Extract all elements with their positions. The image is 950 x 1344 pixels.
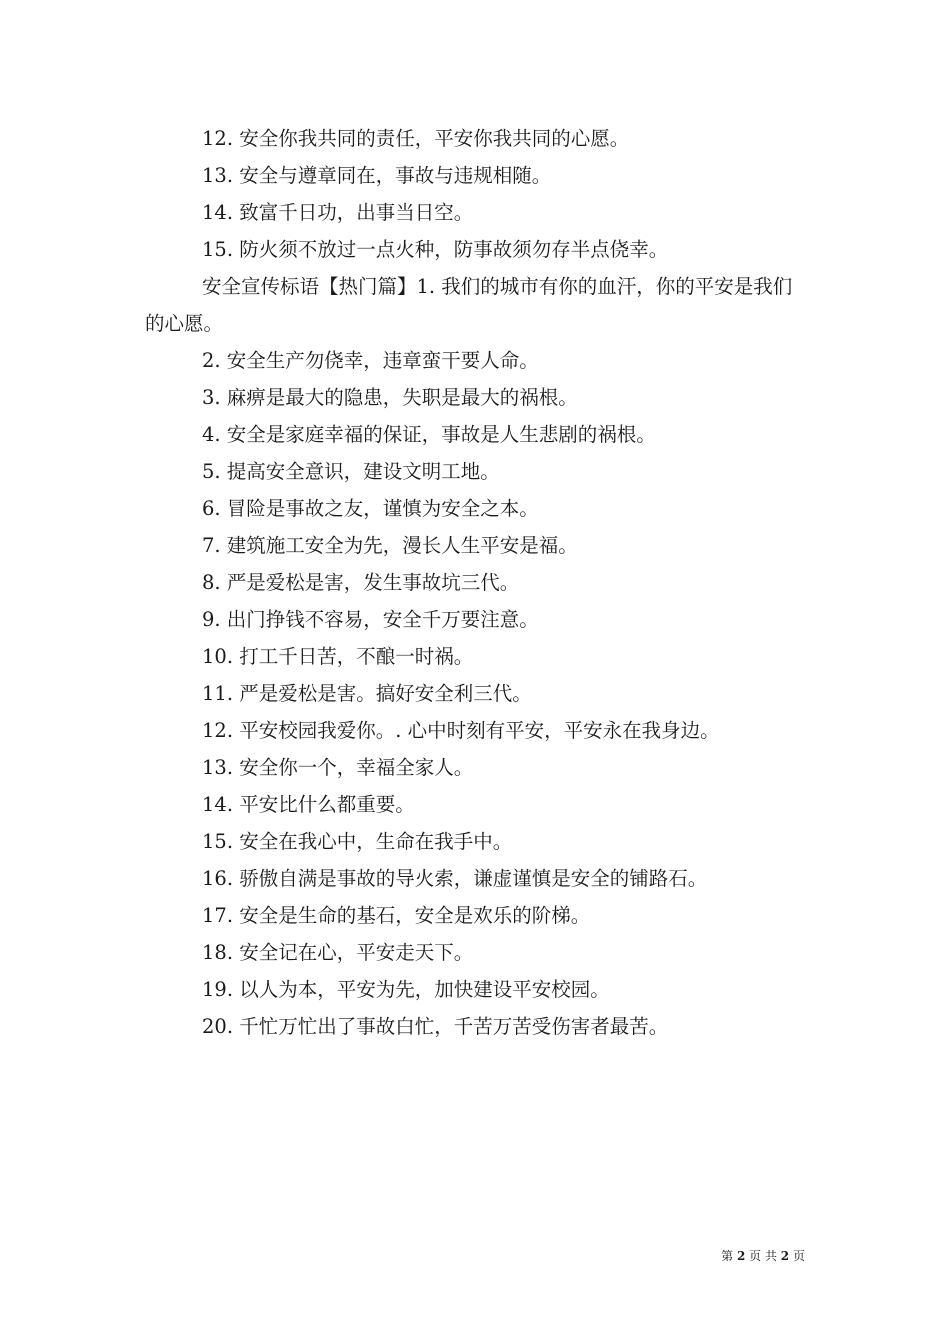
slogan-line: 13. 安全与遵章同在，事故与违规相随。 bbox=[202, 164, 552, 187]
footer-current-page: 2 bbox=[736, 1249, 746, 1263]
section-heading-paragraph: 安全宣传标语【热门篇】1. 我们的城市有你的血汗，你的平安是我们的心愿。 bbox=[145, 275, 793, 335]
document-body bbox=[145, 120, 810, 1045]
slogan-line: 20. 千忙万忙出了事故白忙，千苦万苦受伤害者最苦。 bbox=[202, 1015, 669, 1038]
slogan-line: 6. 冒险是事故之友，谨慎为安全之本。 bbox=[202, 497, 539, 520]
slogan-line: 7. 建筑施工安全为先，漫长人生平安是福。 bbox=[202, 534, 578, 557]
slogan-line: 17. 安全是生命的基石，安全是欢乐的阶梯。 bbox=[202, 904, 591, 927]
footer-suffix: 页 bbox=[792, 1249, 805, 1263]
slogan-line: 16. 骄傲自满是事故的导火索，谦虚谨慎是安全的铺路石。 bbox=[202, 867, 708, 890]
footer-total-pages: 2 bbox=[780, 1249, 790, 1263]
slogan-line: 18. 安全记在心，平安走天下。 bbox=[202, 941, 474, 964]
slogan-line: 14. 平安比什么都重要。 bbox=[202, 793, 415, 816]
slogan-line: 12. 平安校园我爱你。. 心中时刻有平安，平安永在我身边。 bbox=[202, 719, 720, 742]
slogan-line: 19. 以人为本，平安为先，加快建设平安校园。 bbox=[202, 978, 610, 1001]
slogan-line: 10. 打工千日苦，不酿一时祸。 bbox=[202, 645, 474, 668]
slogan-line: 5. 提高安全意识，建设文明工地。 bbox=[202, 460, 500, 483]
slogan-line: 3. 麻痹是最大的隐患，失职是最大的祸根。 bbox=[202, 386, 578, 409]
footer-middle: 页 共 bbox=[749, 1249, 777, 1263]
slogan-line: 11. 严是爱松是害。搞好安全利三代。 bbox=[202, 682, 532, 705]
slogan-line: 8. 严是爱松是害，发生事故坑三代。 bbox=[202, 571, 520, 594]
page-number-footer bbox=[721, 1248, 805, 1264]
slogan-line: 2. 安全生产勿侥幸，违章蛮干要人命。 bbox=[202, 349, 539, 372]
slogan-line: 15. 防火须不放过一点火种，防事故须勿存半点侥幸。 bbox=[202, 238, 669, 261]
footer-prefix: 第 bbox=[721, 1249, 734, 1263]
slogan-line: 9. 出门挣钱不容易，安全千万要注意。 bbox=[202, 608, 539, 631]
slogan-line: 4. 安全是家庭幸福的保证，事故是人生悲剧的祸根。 bbox=[202, 423, 656, 446]
slogan-line: 12. 安全你我共同的责任，平安你我共同的心愿。 bbox=[202, 127, 630, 150]
slogan-line: 14. 致富千日功，出事当日空。 bbox=[202, 201, 474, 224]
slogan-line: 15. 安全在我心中，生命在我手中。 bbox=[202, 830, 513, 853]
slogan-line: 13. 安全你一个，幸福全家人。 bbox=[202, 756, 474, 779]
